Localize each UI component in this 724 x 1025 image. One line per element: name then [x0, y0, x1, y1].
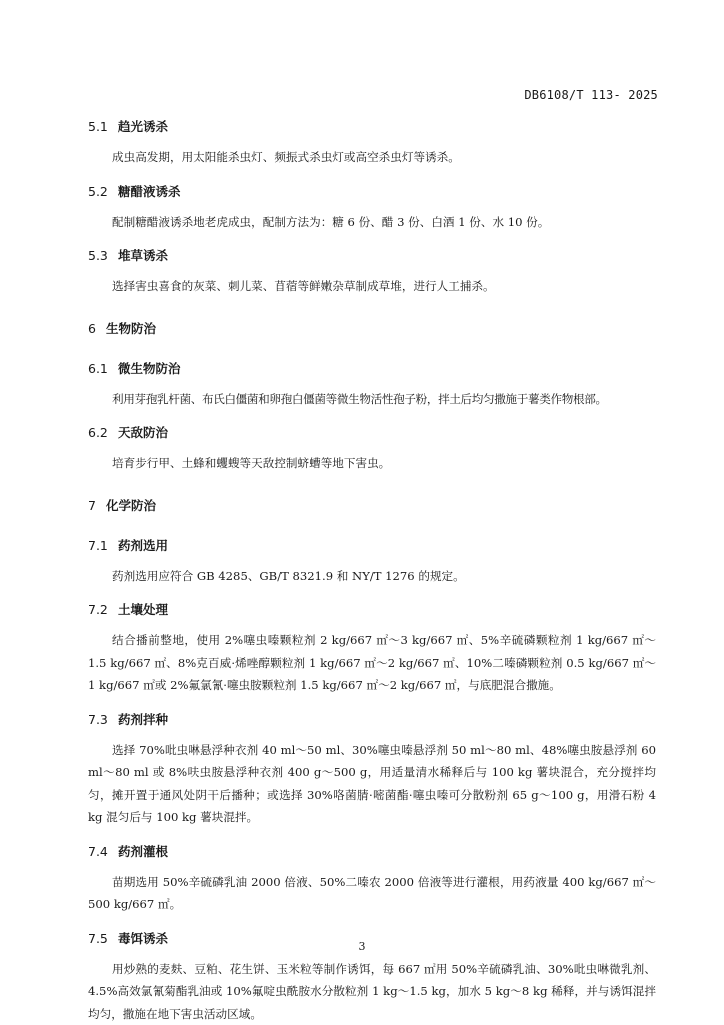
- chapter-heading-7: 7 化学防治: [88, 497, 656, 515]
- section-heading-7-3: 7.3 药剂拌种: [88, 711, 656, 729]
- section-heading-7-1: 7.1 药剂选用: [88, 537, 656, 555]
- chapter-heading-6: 6 生物防治: [88, 320, 656, 338]
- section-heading-7-5: 7.5 毒饵诱杀: [88, 930, 656, 948]
- section-text-7-3: 选择 70%吡虫啉悬浮种衣剂 40 ml～50 ml、30%噻虫嗪悬浮剂 50 ml～80 ml、48%噻虫胺悬浮剂 60 ml～80 ml 或 8%呋虫胺悬浮种衣剂 400 g～500 g，用适量清水稀释后与 100 kg 薯块混合，充分搅拌均匀，摊开置于通风处阴干后播种；或选择 30%咯菌腈·嘧菌酯·噻虫嗪可分散粉剂 65 g～100 g，用滑石粉 4 kg 混匀后与 100 kg 薯块混拌。: [88, 739, 656, 829]
- section-heading-7-4: 7.4 药剂灌根: [88, 843, 656, 861]
- section-text-6-1: 利用芽孢乳杆菌、布氏白僵菌和卵孢白僵菌等微生物活性孢子粉，拌土后均匀撒施于薯类作物根部。: [88, 388, 656, 411]
- document-id: DB6108/T 113- 2025: [524, 88, 658, 102]
- section-text-5-3: 选择害虫喜食的灰菜、刺儿菜、苜蓿等鲜嫩杂草制成草堆，进行人工捕杀。: [88, 275, 656, 298]
- section-heading-6-2: 6.2 天敌防治: [88, 424, 656, 442]
- section-text-7-1: 药剂选用应符合 GB 4285、GB/T 8321.9 和 NY/T 1276 的规定。: [88, 565, 656, 588]
- document-body: [88, 118, 656, 1025]
- section-heading-5-3: 5.3 堆草诱杀: [88, 247, 656, 265]
- section-text-7-2: 结合播前整地，使用 2%噻虫嗪颗粒剂 2 kg/667 ㎡～3 kg/667 ㎡、5%辛硫磷颗粒剂 1 kg/667 ㎡～1.5 kg/667 ㎡、8%克百威·烯唑醇颗粒剂 1 kg/667 ㎡～2 kg/667 ㎡、10%二嗪磷颗粒剂 0.5 kg/667 ㎡～1 kg/667 ㎡或 2%氟氯氰·噻虫胺颗粒剂 1.5 kg/667 ㎡～2 kg/667 ㎡，与底肥混合撒施。: [88, 629, 656, 697]
- section-heading-7-2: 7.2 土壤处理: [88, 601, 656, 619]
- section-text-5-1: 成虫高发期，用太阳能杀虫灯、频振式杀虫灯或高空杀虫灯等诱杀。: [88, 146, 656, 169]
- section-text-5-2: 配制糖醋液诱杀地老虎成虫，配制方法为：糖 6 份、醋 3 份、白酒 1 份、水 10 份。: [88, 211, 656, 234]
- section-heading-5-1: 5.1 趋光诱杀: [88, 118, 656, 136]
- section-heading-5-2: 5.2 糖醋液诱杀: [88, 183, 656, 201]
- section-text-7-5: 用炒熟的麦麸、豆粕、花生饼、玉米粒等制作诱饵，每 667 ㎡用 50%辛硫磷乳油、30%吡虫啉微乳剂、4.5%高效氯氰菊酯乳油或 10%氟啶虫酰胺水分散粒剂 1 kg～1.5 kg，加水 5 kg～8 kg 稀释，并与诱饵混拌均匀，撒施在地下害虫活动区域。: [88, 958, 656, 1025]
- page-number: 3: [0, 940, 724, 953]
- section-heading-6-1: 6.1 微生物防治: [88, 360, 656, 378]
- section-text-6-2: 培育步行甲、土蜂和蠼螋等天敌控制蛴螬等地下害虫。: [88, 452, 656, 475]
- section-text-7-4: 苗期选用 50%辛硫磷乳油 2000 倍液、50%二嗪农 2000 倍液等进行灌根，用药液量 400 kg/667 ㎡～500 kg/667 ㎡。: [88, 871, 656, 916]
